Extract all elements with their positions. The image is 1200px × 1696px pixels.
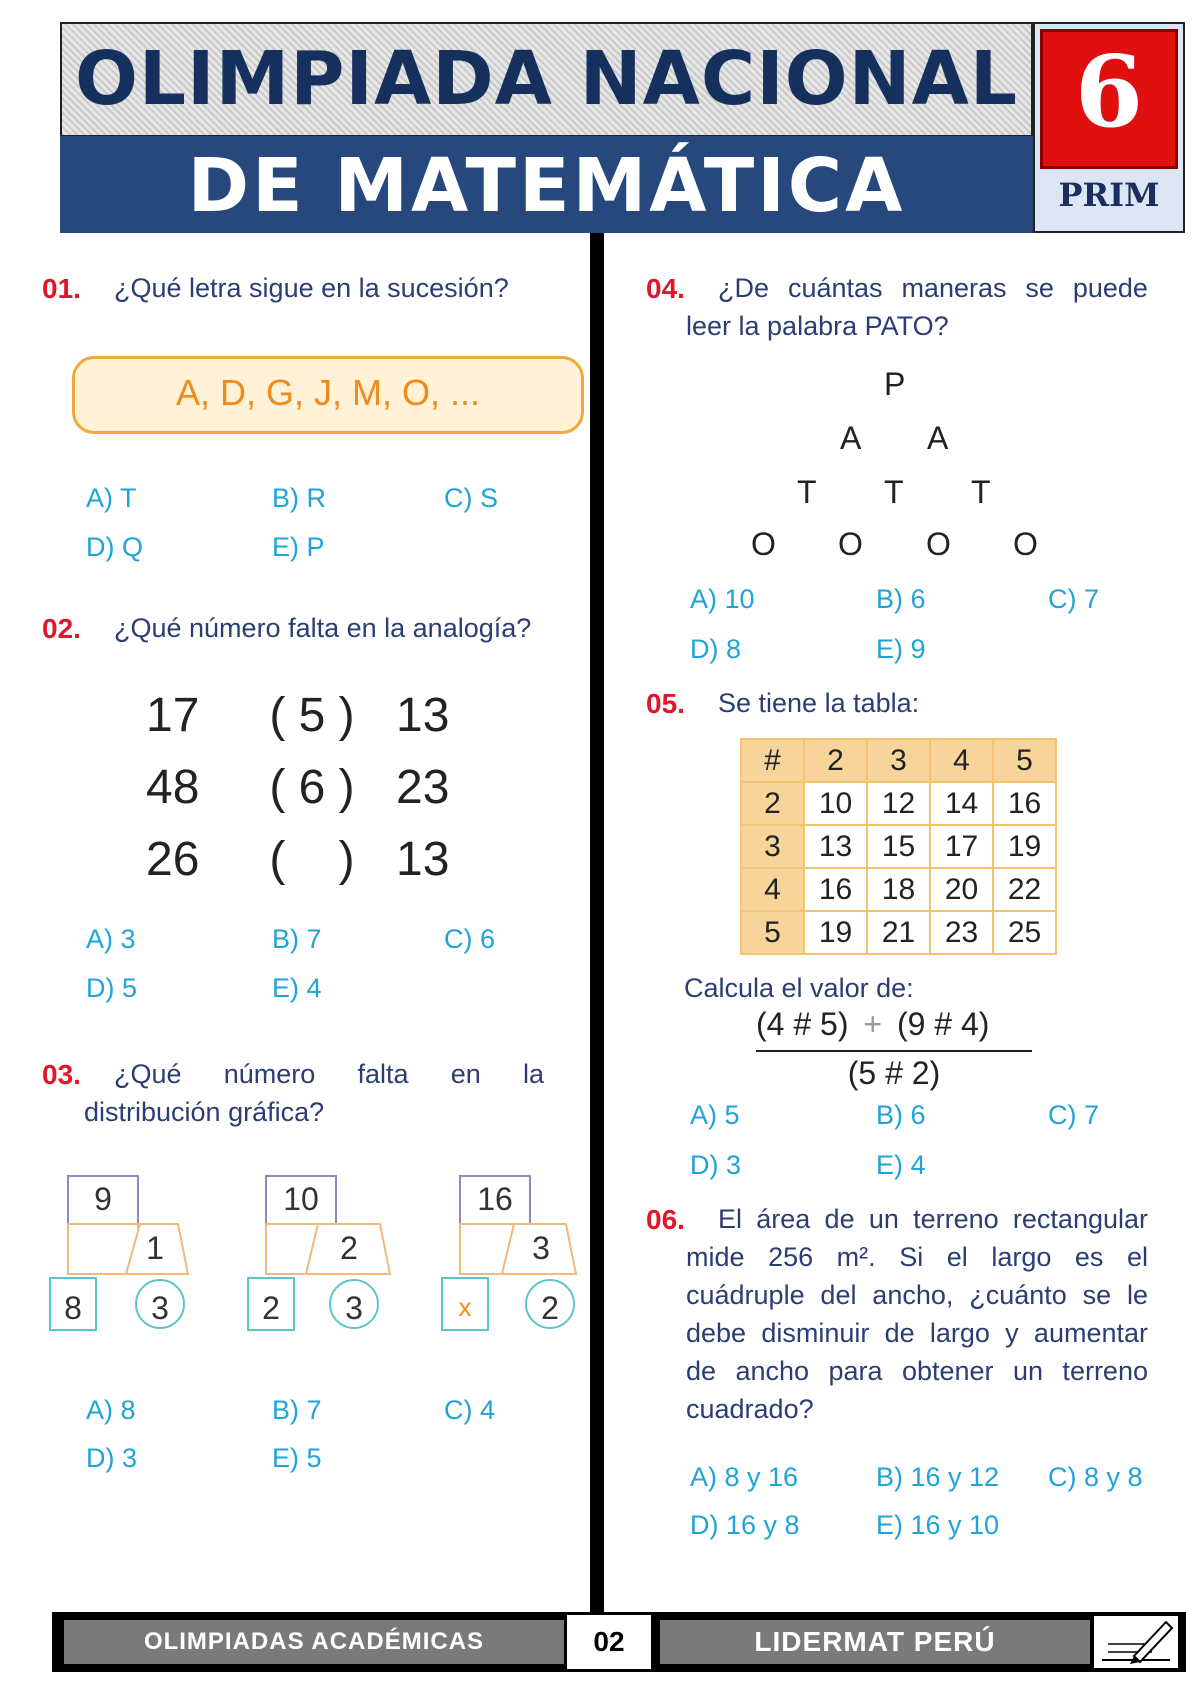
- figure-square-value: 8: [64, 1290, 82, 1326]
- word: falta: [357, 1059, 409, 1089]
- table-header-cell: 3: [867, 739, 930, 782]
- analogy-right: 13: [396, 833, 450, 886]
- footer-left-label: OLIMPIADAS ACADÉMICAS: [64, 1620, 564, 1664]
- table-cell: 22: [993, 868, 1056, 911]
- question-number: 05.: [646, 688, 685, 719]
- figure-circle-value: 3: [151, 1290, 169, 1326]
- option[interactable]: A) 5: [690, 1100, 740, 1130]
- option[interactable]: D) 8: [690, 634, 742, 664]
- question-number: 02.: [42, 613, 81, 644]
- question-text: [114, 1056, 544, 1093]
- option[interactable]: E) 16 y 10: [876, 1510, 1000, 1540]
- analogy-right: 13: [396, 689, 450, 742]
- plus-sign: +: [863, 1006, 883, 1042]
- option[interactable]: D) 3: [690, 1150, 742, 1180]
- numerator-term: (4 # 5): [756, 1006, 849, 1042]
- table-cell: 20: [930, 868, 993, 911]
- option[interactable]: C) S: [444, 483, 498, 513]
- question-text-line2: distribución gráfica?: [84, 1097, 325, 1127]
- option[interactable]: B) 16 y 12: [876, 1462, 1000, 1492]
- figure-top-value: 10: [283, 1181, 319, 1217]
- option[interactable]: E) P: [272, 532, 325, 562]
- table-row-header: 3: [741, 825, 804, 868]
- numerator-term: (9 # 4): [896, 1006, 990, 1042]
- fraction-numerator: [756, 1006, 989, 1043]
- header-title-line2: DE MATEMÁTICA: [187, 143, 906, 229]
- figure-circle-value: 3: [345, 1290, 363, 1326]
- question-text: Se tiene la tabla:: [718, 688, 920, 718]
- table-cell: 10: [804, 782, 867, 825]
- question-text-line: cuadrado?: [686, 1394, 814, 1424]
- table-header-cell: 5: [993, 739, 1056, 782]
- pato-letter-a: A: [927, 420, 949, 456]
- option[interactable]: C) 7: [1048, 584, 1100, 614]
- option[interactable]: E) 9: [876, 634, 926, 664]
- table-row: [741, 782, 1056, 825]
- analogy-mid: ( 5 ): [269, 689, 355, 742]
- question-text: [718, 270, 1148, 307]
- analogy-right: 23: [396, 761, 450, 814]
- pato-letter-p: P: [884, 366, 906, 402]
- table-row-header: 2: [741, 782, 804, 825]
- word: puede: [1072, 273, 1148, 303]
- question-text-line: El área de un terreno rectangular: [718, 1204, 1148, 1234]
- table-cell: 17: [930, 825, 993, 868]
- pato-letter-t: T: [971, 474, 991, 510]
- table-cell: 23: [930, 911, 993, 954]
- option[interactable]: C) 7: [1048, 1100, 1100, 1130]
- analogy-mid: ( 6 ): [269, 761, 355, 814]
- option[interactable]: A) 8: [86, 1395, 136, 1425]
- question-text-line: de ancho para obtener un terreno: [686, 1356, 1148, 1386]
- word: cuántas: [787, 273, 883, 303]
- column-divider: [590, 233, 604, 1618]
- analogy-left: 48: [146, 761, 200, 814]
- page-number: 02: [564, 1612, 654, 1672]
- table-header-cell: 4: [930, 739, 993, 782]
- fraction-bar: [756, 1050, 1032, 1052]
- option[interactable]: A) T: [86, 483, 137, 513]
- fraction-denominator: (5 # 2): [847, 1055, 941, 1091]
- pato-letter-o: O: [926, 526, 951, 562]
- option[interactable]: E) 4: [272, 973, 322, 1003]
- option[interactable]: B) R: [272, 483, 326, 513]
- table-row: [741, 911, 1056, 954]
- option[interactable]: B) 7: [272, 1395, 322, 1425]
- figure-mid-value: 3: [532, 1230, 550, 1266]
- option[interactable]: C) 6: [444, 924, 496, 954]
- option[interactable]: B) 6: [876, 1100, 926, 1130]
- table-row: [741, 868, 1056, 911]
- pato-letter-a: A: [840, 420, 862, 456]
- option[interactable]: A) 3: [86, 924, 136, 954]
- word: la: [522, 1059, 544, 1089]
- question-number: 04.: [646, 273, 685, 304]
- table-cell: 15: [867, 825, 930, 868]
- analogy-mid: ( ): [269, 833, 355, 886]
- option[interactable]: B) 6: [876, 584, 926, 614]
- table-cell: 16: [804, 868, 867, 911]
- figure-top-value: 9: [94, 1181, 112, 1217]
- question-number: 06.: [646, 1204, 685, 1235]
- grade-level: PRIM: [1058, 176, 1160, 214]
- analogy-left: 26: [146, 833, 200, 886]
- option[interactable]: D) Q: [86, 532, 143, 562]
- pen-writing-icon: [1094, 1616, 1178, 1668]
- figure-mid-value: 2: [340, 1230, 358, 1266]
- word: se: [1025, 273, 1054, 303]
- word: número: [223, 1059, 316, 1089]
- figure-top-value: 16: [477, 1181, 513, 1217]
- figure-mid-value: 1: [146, 1230, 164, 1266]
- pato-letter-o: O: [1013, 526, 1038, 562]
- pato-letter-t: T: [884, 474, 904, 510]
- table-cell: 14: [930, 782, 993, 825]
- question-number: 01.: [42, 273, 81, 304]
- figure-square-value: x: [458, 1292, 472, 1322]
- table-row-header: 5: [741, 911, 804, 954]
- pato-letter-o: O: [751, 526, 776, 562]
- table-cell: 19: [993, 825, 1056, 868]
- question-text: ¿Qué letra sigue en la sucesión?: [114, 273, 509, 303]
- table-cell: 21: [867, 911, 930, 954]
- question-text-line2: leer la palabra PATO?: [686, 311, 949, 341]
- question-text-line: mide 256 m². Si el largo es el: [686, 1242, 1148, 1272]
- word: ¿Qué: [114, 1059, 182, 1089]
- pato-letter-o: O: [838, 526, 863, 562]
- sequence-text: A, D, G, J, M, O, ...: [175, 372, 481, 413]
- figure-circle-value: 2: [541, 1290, 559, 1326]
- table-row: [741, 739, 1056, 782]
- option[interactable]: E) 4: [876, 1150, 926, 1180]
- table-header-cell: #: [741, 739, 804, 782]
- table-header-cell: 2: [804, 739, 867, 782]
- option[interactable]: C) 4: [444, 1395, 496, 1425]
- option[interactable]: E) 5: [272, 1443, 322, 1473]
- word: maneras: [901, 273, 1007, 303]
- table-cell: 25: [993, 911, 1056, 954]
- table-cell: 12: [867, 782, 930, 825]
- word: ¿De: [718, 273, 770, 303]
- option[interactable]: D) 16 y 8: [690, 1510, 800, 1540]
- question-text-line: cuádruple del ancho, ¿cuánto se le: [686, 1280, 1148, 1310]
- grade-number: 6: [1074, 35, 1144, 150]
- option[interactable]: C) 8 y 8: [1048, 1462, 1143, 1492]
- operation-table: [740, 738, 1057, 955]
- option[interactable]: B) 7: [272, 924, 322, 954]
- analogy-left: 17: [146, 689, 200, 742]
- calc-instruction: Calcula el valor de:: [684, 973, 914, 1003]
- option[interactable]: D) 5: [86, 973, 138, 1003]
- table-cell: 19: [804, 911, 867, 954]
- table-cell: 13: [804, 825, 867, 868]
- word: en: [450, 1059, 481, 1089]
- option[interactable]: A) 10: [690, 584, 755, 614]
- pato-letter-t: T: [797, 474, 817, 510]
- header-title-line1: OLIMPIADA NACIONAL: [74, 36, 1019, 122]
- option[interactable]: D) 3: [86, 1443, 138, 1473]
- option[interactable]: A) 8 y 16: [690, 1462, 799, 1492]
- question-text-line: debe disminuir de largo y aumentar: [686, 1318, 1148, 1348]
- question-text: ¿Qué número falta en la analogía?: [114, 613, 532, 643]
- figure-square-value: 2: [262, 1290, 280, 1326]
- table-cell: 16: [993, 782, 1056, 825]
- table-row: [741, 825, 1056, 868]
- footer-right-label: LIDERMAT PERÚ: [660, 1620, 1090, 1664]
- question-number: 03.: [42, 1059, 81, 1090]
- table-cell: 18: [867, 868, 930, 911]
- table-row-header: 4: [741, 868, 804, 911]
